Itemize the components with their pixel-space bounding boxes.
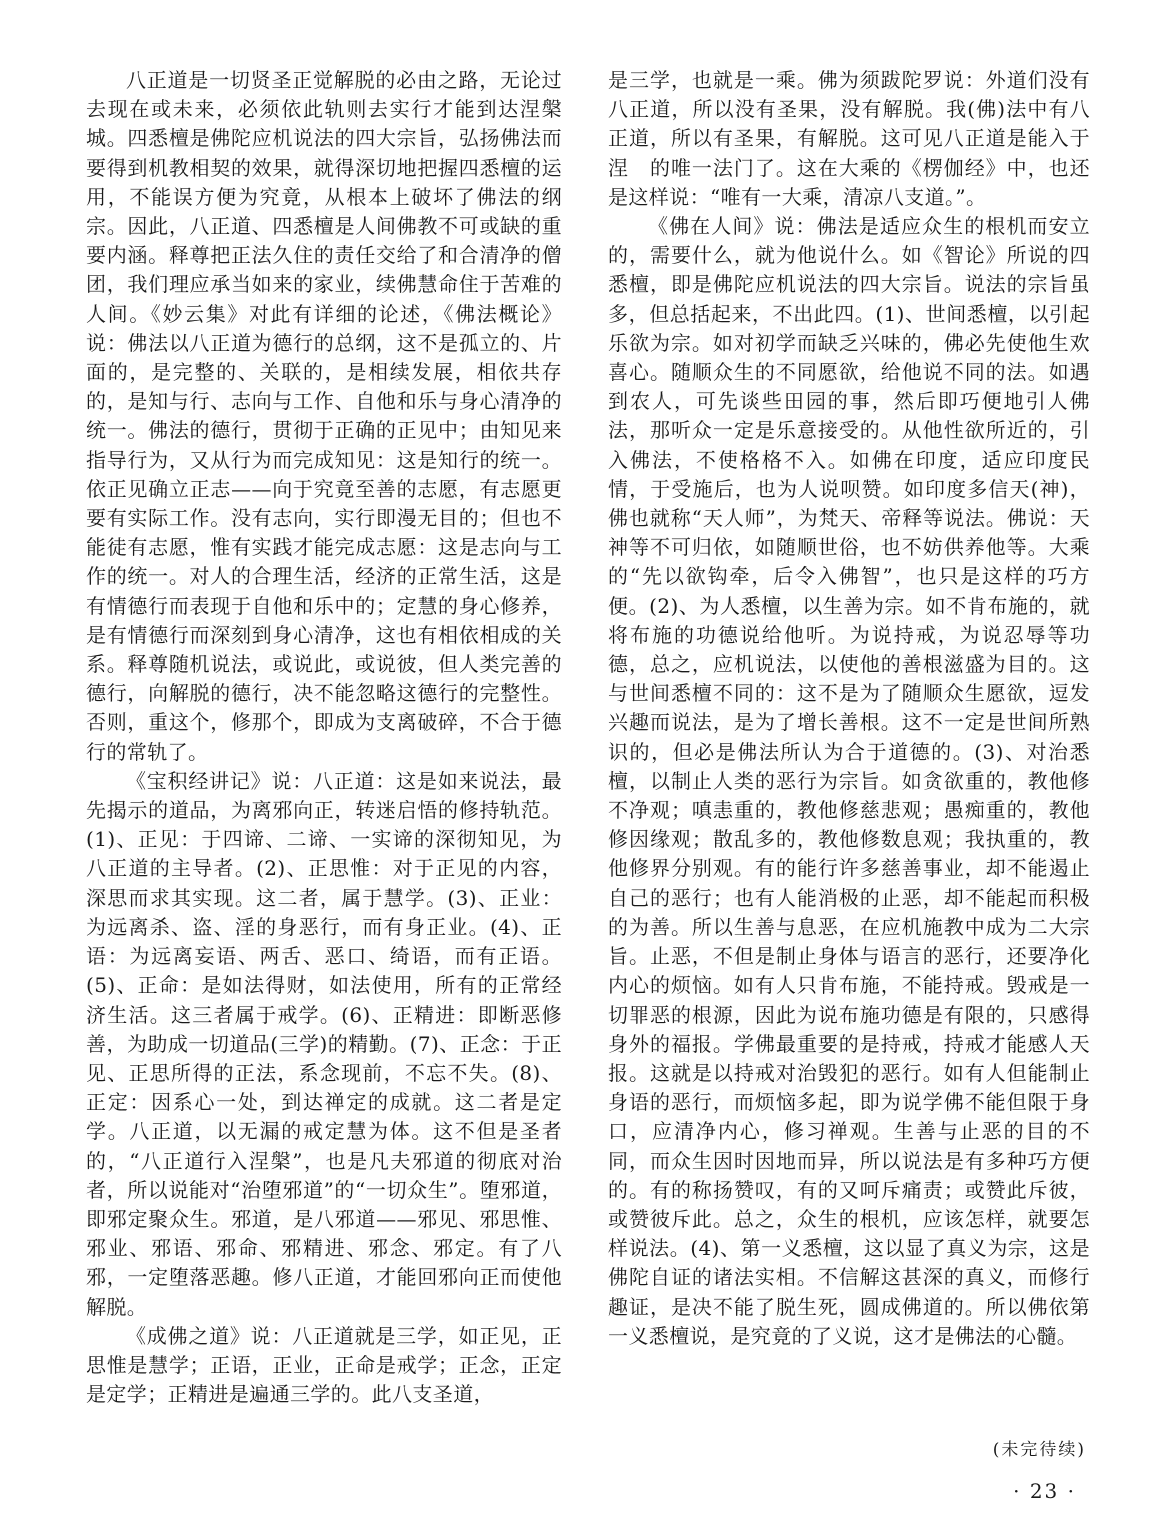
body-paragraph: 《宝积经讲记》说：八正道：这是如来说法，最先揭示的道品，为离邪向正，转迷启悟的修持轨范。(1)、正见：于四谛、二谛、一实谛的深彻知见，为八正道的主导者。(2)、正思惟：对于正见的内容，深思而求其实现。这二者，属于慧学。(3)、正业：为远离杀、盗、淫的身恶行，而有身正业。(4)、正语：为远离妄语、两舌、恶口、绮语，而有正语。(5)、正命：是如法得财，如法使用，所有的正常经济生活。这三者属于戒学。(6)、正精进：即断恶修善，为助成一切道品(三学)的精勤。(7)、正念：于正见、正思所得的正法，系念现前，不忘不失。(8)、正定：因系心一处，到达禅定的成就。这二者是定学。八正道，以无漏的戒定慧为体。这不但是圣者的，“八正道行入涅槃”，也是凡夫邪道的彻底对治者，所以说能对“治堕邪道”的“一切众生”。堕邪道，即邪定聚众生。邪道，是八邪道——邪见、邪思惟、邪业、邪语、邪命、邪精进、邪念、邪定。有了八邪，一定堕落恶趣。修八正道，才能回邪向正而使他解脱。: [86, 768, 562, 1319]
to-be-continued-note: (未完待续): [992, 1440, 1086, 1460]
body-paragraph: 《佛在人间》说：佛法是适应众生的根机而安立的，需要什么，就为他说什么。如《智论》所说的四悉檀，即是佛陀应机说法的四大宗旨。说法的宗旨虽多，但总括起来，不出此四。(1)、世间悉檀，以引起乐欲为宗。如对初学而缺乏兴味的，佛必先使他生欢喜心。随顺众生的不同愿欲，给他说不同的法。如遇到农人，可先谈些田园的事，然后即巧便地引人佛法，那听众一定是乐意接受的。从他性欲所近的，引入佛法，不使格格不入。如佛在印度，适应印度民情，于受施后，也为人说呗赞。如印度多信天(神)，佛也就称“天人师”，为梵天、帝释等说法。佛说：天神等不可归依，如随顺世俗，也不妨供养他等。大乘的“先以欲钩牵，后令入佛智”，也只是这样的巧方便。(2)、为人悉檀，以生善为宗。如不肯布施的，就将布施的功德说给他听。为说持戒，为说忍辱等功德，总之，应机说法，以使他的善根滋盛为目的。这与世间悉檀不同的：这不是为了随顺众生愿欲，逗发兴趣而说法，是为了增长善根。这不一定是世间所熟识的，但必是佛法所认为合于道德的。(3)、对治悉檀，以制止人类的恶行为宗旨。如贪欲重的，教他修不净观；嗔恚重的，教他修慈悲观；愚痴重的，教他修因缘观；散乱多的，教他修数息观；我执重的，教他修界分别观。有的能行许多慈善事业，却不能遏止自己的恶行；也有人能消极的止恶，却不能起而积极的为善。所以生善与息恶，在应机施教中成为二大宗旨。止恶，不但是制止身体与语言的恶行，还要净化内心的烦恼。如有人只肯布施，不能持戒。毁戒是一切罪恶的根源，因此为说布施功德是有限的，只感得身外的福报。学佛最重要的是持戒，持戒才能感人天报。这就是以持戒对治毁犯的恶行。如有人但能制止身语的恶行，而烦恼多起，即为说学佛不能但限于身口，应清净内心，修习禅观。生善与止恶的目的不同，而众生因时因地而异，所以说法是有多种巧方便的。有的称扬赞叹，有的又呵斥痛责；或赞此斥彼，或赞彼斥此。总之，众生的根机，应该怎样，就要怎样说法。(4)、第一义悉檀，这以显了真义为宗，这是佛陀自证的诸法实相。不信解这甚深的真义，而修行趣证，是决不能了脱生死，圆成佛道的。所以佛依第一义悉檀说，是究竟的了义说，这才是佛法的心髓。: [608, 214, 1090, 1348]
right-column: [608, 66, 1090, 1351]
left-column: [86, 66, 562, 1409]
page-number: · 23 ·: [1013, 1479, 1076, 1503]
body-paragraph: 八正道是一切贤圣正觉解脱的必由之路，无论过去现在或未来，必须依此轨则去实行才能到达涅槃城。四悉檀是佛陀应机说法的四大宗旨，弘扬佛法而要得到机教相契的效果，就得深切地把握四悉檀的运用，不能误方便为究竟，从根本上破坏了佛法的纲宗。因此，八正道、四悉檀是人间佛教不可或缺的重要内涵。释尊把正法久住的责任交给了和合清净的僧团，我们理应承当如来的家业，续佛慧命住于苦难的人间。《妙云集》对此有详细的论述，《佛法概论》说：佛法以八正道为德行的总纲，这不是孤立的、片面的，是完整的、关联的，是相续发展，相依共存的，是知与行、志向与工作、自他和乐与身心清净的统一。佛法的德行，贯彻于正确的正见中；由知见来指导行为，又从行为而完成知见：这是知行的统一。依正见确立正志——向于究竟至善的志愿，有志愿更要有实际工作。没有志向，实行即漫无目的；但也不能徒有志愿，惟有实践才能完成志愿：这是志向与工作的统一。对人的合理生活，经济的正常生活，这是有情德行而表现于自他和乐中的；定慧的身心修养，是有情德行而深刻到身心清净，这也有相依相成的关系。释尊随机说法，或说此，或说彼，但人类完善的德行，向解脱的德行，决不能忽略这德行的完整性。否则，重这个，修那个，即成为支离破碎，不合于德行的常轨了。: [86, 68, 562, 764]
body-paragraph: 《成佛之道》说：八正道就是三学，如正见，正思惟是慧学；正语，正业，正命是戒学；正念，正定是定学；正精进是遍通三学的。此八支圣道，: [86, 1323, 562, 1407]
continued-paragraph: 是三学，也就是一乘。佛为须跋陀罗说：外道们没有八正道，所以没有圣果，没有解脱。我(佛)法中有八正道，所以有圣果，有解脱。这可见八正道是能入于涅 的唯一法门了。这在大乘的《楞伽经》中，也还是这样说：“唯有一大乘，清凉八支道。”。: [608, 68, 1090, 209]
